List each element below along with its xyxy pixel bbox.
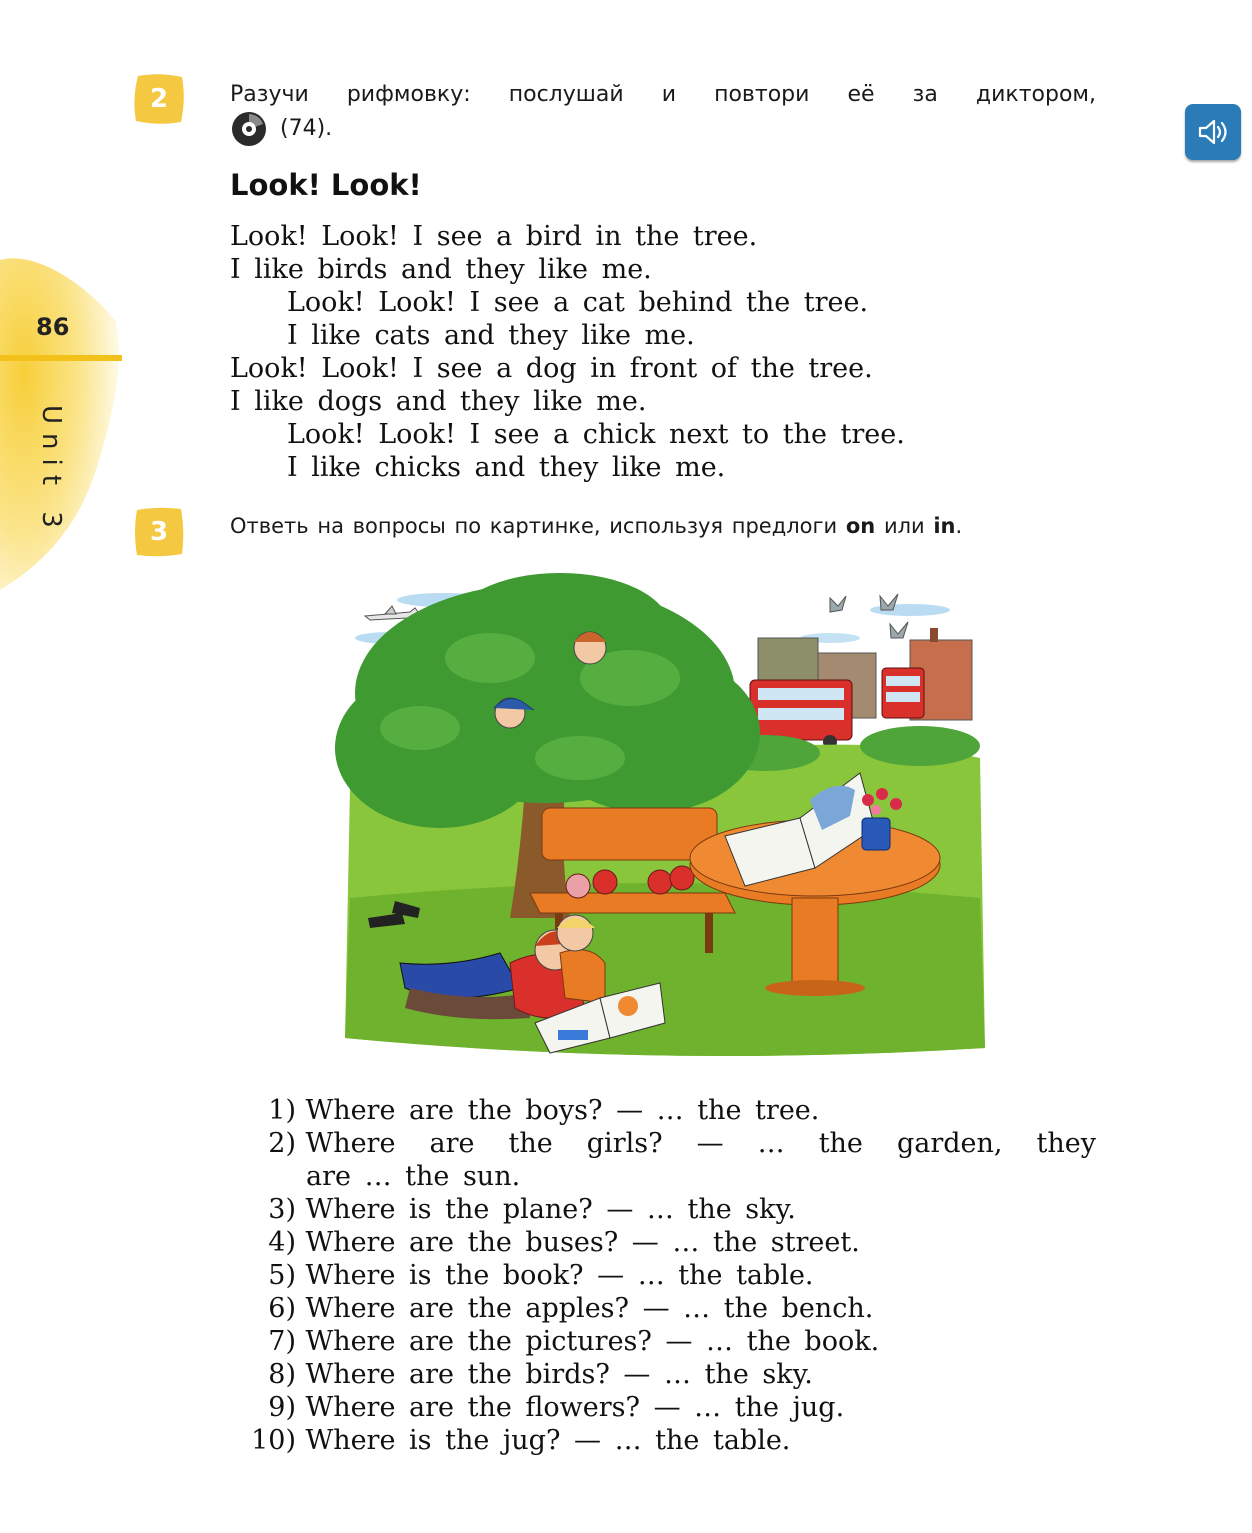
question-number: 4) [268, 1227, 296, 1258]
park-illustration [330, 568, 990, 1060]
question-item [230, 1193, 1096, 1226]
sound-button[interactable] [1185, 104, 1241, 160]
question-item [230, 1325, 1096, 1358]
exercise-2-badge [132, 72, 186, 126]
cd-icon[interactable] [230, 110, 268, 148]
question-text: Where are the apples? — … the bench. [305, 1293, 874, 1324]
question-number: 9) [268, 1392, 296, 1423]
poem-title: Look! Look! [230, 168, 422, 202]
question-continuation: are … the sun. [306, 1161, 521, 1192]
question-text: Where is the jug? — … the table. [305, 1425, 791, 1456]
question-item [230, 1094, 1096, 1127]
poem-line: Look! Look! I see a dog in front of the tree. [230, 353, 873, 384]
poem-line: Look! Look! I see a chick next to the tree. [287, 419, 905, 450]
preposition-in: in [933, 514, 956, 538]
question-item [230, 1292, 1096, 1325]
question-item [230, 1391, 1096, 1424]
audio-reference [230, 110, 332, 148]
poem [230, 220, 905, 484]
instruction-end: . [955, 514, 963, 538]
question-number: 3) [268, 1194, 296, 1225]
audio-track-number: (74). [280, 116, 333, 141]
question-number: 8) [268, 1359, 296, 1390]
exercise-2-number: 2 [149, 84, 169, 114]
question-number: 7) [268, 1326, 296, 1357]
question-number: 5) [268, 1260, 296, 1291]
speaker-icon [1185, 104, 1241, 160]
question-text: Where are the birds? — … the sky. [305, 1359, 813, 1390]
question-text: Where is the plane? — … the sky. [305, 1194, 796, 1225]
poem-line: I like cats and they like me. [287, 320, 695, 351]
page-number: 86 [36, 313, 70, 341]
instruction-or: или [883, 514, 925, 538]
question-item [230, 1424, 1096, 1457]
questions-list [230, 1094, 1096, 1457]
poem-line: I like chicks and they like me. [287, 452, 726, 483]
question-item [230, 1226, 1096, 1259]
question-text: Where are the flowers? — … the jug. [305, 1392, 845, 1423]
poem-line: Look! Look! I see a bird in the tree. [230, 221, 758, 252]
poem-line: I like dogs and they like me. [230, 386, 647, 417]
exercise-3-instruction [230, 511, 962, 541]
question-number: 6) [268, 1293, 296, 1324]
question-text: Where are the girls? — … the garden, they [305, 1128, 1096, 1159]
question-item [230, 1127, 1096, 1160]
question-item [230, 1259, 1096, 1292]
question-text: Where is the book? — … the table. [305, 1260, 814, 1291]
exercise-2-instruction: Разучи рифмовку: послушай и повтори её за диктором, [230, 82, 1096, 107]
exercise-3-number: 3 [149, 517, 169, 547]
question-text: Where are the pictures? — … the book. [305, 1326, 880, 1357]
bird-icon [830, 594, 908, 638]
side-divider [0, 355, 122, 361]
question-text: Where are the boys? — … the tree. [305, 1095, 820, 1126]
question-number: 10) [251, 1425, 296, 1456]
instruction-text: Ответь на вопросы по картинке, используя предлоги [230, 514, 838, 538]
poem-line: I like birds and they like me. [230, 254, 652, 285]
preposition-on: on [845, 514, 876, 538]
unit-label: Unit 3 [36, 405, 66, 537]
question-item [230, 1358, 1096, 1391]
question-text: Where are the buses? — … the street. [305, 1227, 860, 1258]
question-number: 1) [268, 1095, 296, 1126]
poem-line: Look! Look! I see a cat behind the tree. [287, 287, 869, 318]
question-number: 2) [268, 1128, 296, 1159]
exercise-3-badge [132, 505, 186, 559]
